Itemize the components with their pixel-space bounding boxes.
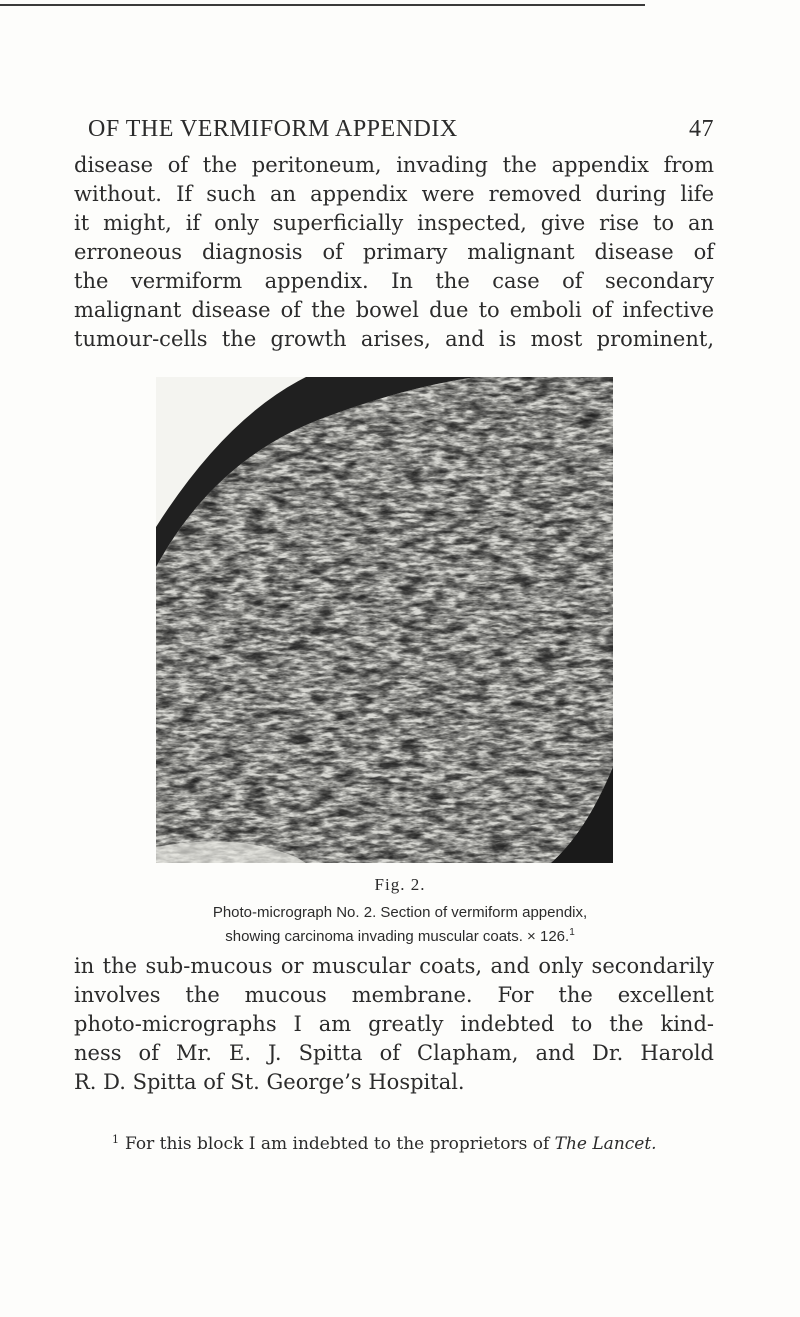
figure-label: Fig. 2. (374, 875, 426, 894)
photo-micrograph (156, 377, 613, 863)
caption-footnote-marker: 1 (569, 927, 575, 938)
text-line: erroneous diagnosis of primary malignant disease of (74, 240, 714, 264)
text-line: tumour-cells the growth arises, and is most prominent, (74, 327, 714, 351)
page-number: 47 (689, 116, 714, 142)
caption-line: showing carcinoma invading muscular coats. × 126. (225, 928, 570, 945)
paragraph-2 (74, 952, 714, 1097)
running-head-title: OF THE VERMIFORM APPENDIX (88, 116, 458, 142)
text-line: the vermiform appendix. In the case of secondary (74, 269, 714, 293)
text-line: disease of the peritoneum, invading the appendix from (74, 153, 714, 177)
footnote-journal: The Lancet. (554, 1134, 657, 1154)
text-line: R. D. Spitta of St. George’s Hospital. (74, 1070, 465, 1094)
footnote (112, 1133, 712, 1154)
text-line: without. If such an appendix were removed during life (74, 182, 714, 206)
micrograph-image (156, 377, 613, 863)
text-line: malignant disease of the bowel due to emboli of infective (74, 298, 714, 322)
text-line: it might, if only superficially inspected, give rise to an (74, 211, 714, 235)
paragraph-1 (74, 151, 714, 354)
top-rule (0, 4, 645, 6)
text-line: photo-micrographs I am greatly indebted to the kind- (74, 1012, 714, 1036)
footnote-marker: 1 (112, 1133, 119, 1146)
footnote-text: For this block I am indebted to the proprietors of (125, 1134, 555, 1154)
caption-line-2 (120, 923, 680, 947)
figure-caption (120, 903, 680, 947)
running-head (88, 116, 714, 146)
text-line: ness of Mr. E. J. Spitta of Clapham, and Dr. Harold (74, 1041, 714, 1065)
text-line: in the sub-mucous or muscular coats, and only secondarily (74, 954, 714, 978)
text-line: involves the mucous membrane. For the excellent (74, 983, 714, 1007)
caption-line: Photo-micrograph No. 2. Section of vermiform appendix, (212, 904, 588, 921)
